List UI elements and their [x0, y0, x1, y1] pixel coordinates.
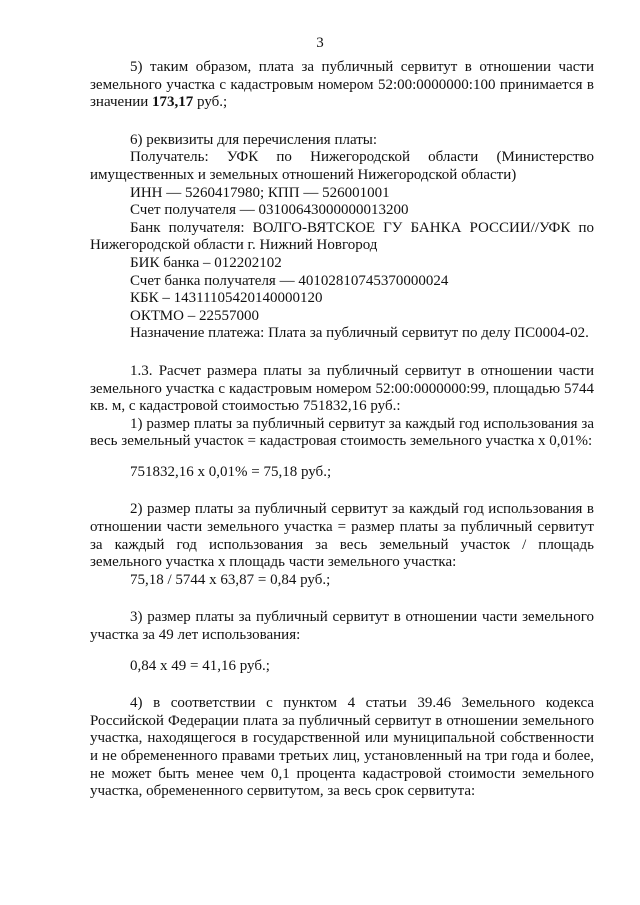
- recipient-bank: Банк получателя: ВОЛГО-ВЯТСКОЕ ГУ БАНКА РОССИИ//УФК по Нижегородской области г. Нижний Новгород: [90, 219, 594, 254]
- section-1-3-intro: 1.3. Расчет размера платы за публичный сервитут в отношении части земельного участка с кадастровым номером 52:00:0000000:99, площадью 5744 кв. м, с кадастровой стоимостью 751832,16 руб.:: [90, 362, 594, 415]
- item-5-paragraph: [90, 59, 594, 112]
- recipient-account: Счет получателя — 03100643000000013200: [130, 202, 409, 219]
- calc-2: 75,18 / 5744 х 63,87 = 0,84 руб.;: [130, 571, 331, 588]
- item-5-text: 5) таким образом, плата за публичный сервитут в отношении части земельного участка с кадастровым номером 52:00:0000000:100 принимается в значении: [90, 59, 594, 111]
- document-body: [90, 59, 594, 801]
- section-1-3-item-2: 2) размер платы за публичный сервитут за каждый год использования в отношении части земельного участка = размер платы за публичный сервитут за каждый год использования за весь земельный участок / площадь земельного участка х площадь части земельного участка:: [90, 501, 594, 571]
- inn-kpp: ИНН — 5260417980; КПП — 526001001: [130, 184, 390, 201]
- kbk: КБК – 14311105420140000120: [130, 290, 323, 307]
- oktmo: ОКТМО – 22557000: [130, 307, 259, 324]
- calc-3: 0,84 х 49 = 41,16 руб.;: [130, 657, 270, 674]
- bik: БИК банка – 012202102: [130, 254, 282, 271]
- item-5-unit: руб.;: [193, 94, 228, 111]
- recipient: Получатель: УФК по Нижегородской области (Министерство имущественных и земельных отношений Нижегородской области): [90, 149, 594, 183]
- page-number: 3: [316, 35, 324, 51]
- section-1-3-item-4: 4) в соответствии с пунктом 4 статьи 39.46 Земельного кодекса Российской Федерации плата за публичный сервитут в отношении земельного участка, находящегося в государственной или муниципальной собственности и не обремененного правами третьих лиц, установленный на три года и более, не может быть менее чем 0,1 процента кадастровой стоимости земельного участка, обремененного сервитутом, за весь срок сервитута:: [90, 695, 594, 800]
- section-1-3-item-3: 3) размер платы за публичный сервитут в отношении части земельного участка за 49 лет использования:: [90, 609, 594, 644]
- calc-1: 751832,16 х 0,01% = 75,18 руб.;: [130, 463, 332, 480]
- item-6-heading: 6) реквизиты для перечисления платы:: [130, 131, 378, 148]
- bank-account: Счет банка получателя — 40102810745370000024: [130, 272, 449, 289]
- item-5-value: 173,17: [152, 94, 194, 111]
- section-1-3-item-1: 1) размер платы за публичный сервитут за каждый год использования за весь земельный участок = кадастровая стоимость земельного участка х 0,01%:: [90, 415, 594, 450]
- payment-purpose: Назначение платежа: Плата за публичный сервитут по делу ПС0004-02.: [130, 325, 589, 342]
